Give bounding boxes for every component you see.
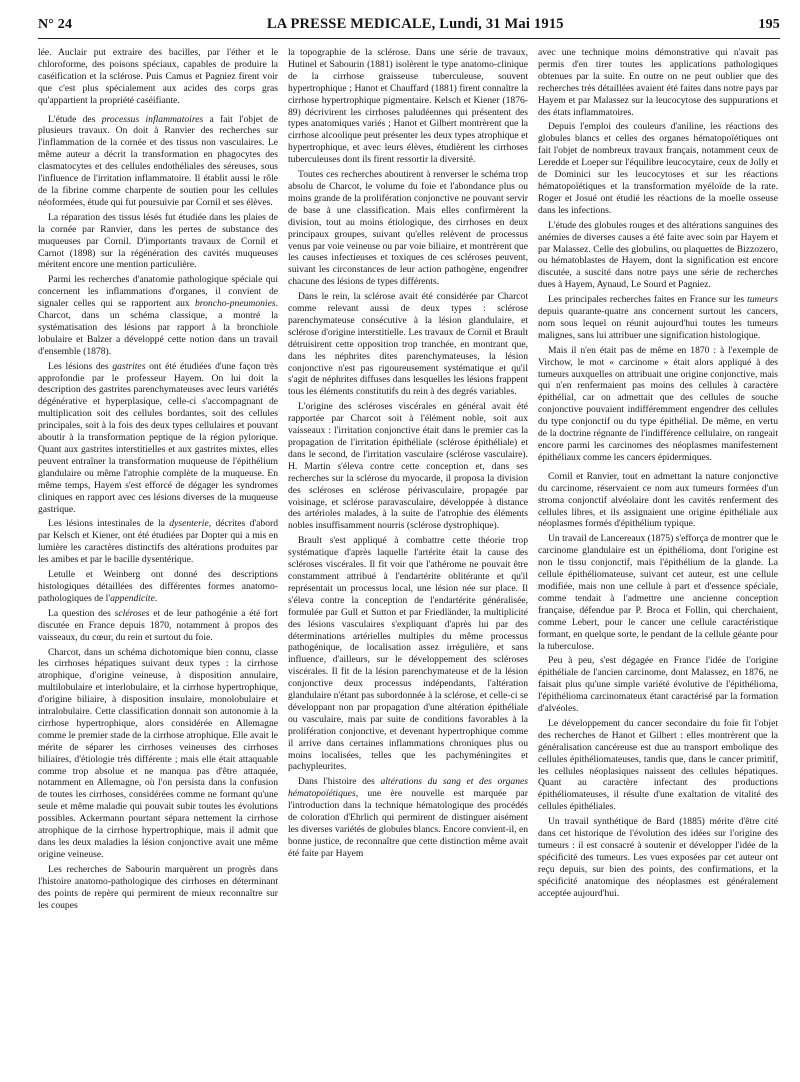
paragraph: Les lésions des gastrites ont été étudiées d'une façon très approfondie par le professeur Hayem. On lui doit la description des gastrites parenchymateuses avec leurs variétés dégénérative et hyperplasique, celle-ci s'accompagnant de multiplication soit des cellules bordantes, soit des cellules principales, soit à la fois des deux types cellulaires et pouvant aboutir à la transformation peptique de la région pylorique. Quant aux gastrites interstitielles et aux gastrites mixtes, elles peuvent entraîner la transformation muqueuse de l'épithélium glandulaire ou même l'atrophie complète de la muqueuse. En même temps, Hayem s'est efforcé de dégager les syndromes cliniques en rapport avec ces lésions diverses de la muqueuse gastrique.: [38, 360, 278, 515]
column-3: [538, 47, 778, 914]
column-2: [288, 47, 528, 914]
paragraph: Les lésions intestinales de la dysenterie, décrites d'abord par Kelsch et Kiener, ont été étudiées par Dopter qui a mis en lumière les caractères distinctifs des altérations produites par les amibes et par le bacille dysentérique.: [38, 518, 278, 566]
paragraph: Mais il n'en était pas de même en 1870 : à l'exemple de Virchow, le mot « carcinome » était alors appliqué à des tumeurs auxquelles on attribuait une origine conjonctive, mais qui n'en renfermaient pas moins des cellules à caractère épithélial, car on admettait que des cellules de souche conjonctive pouvaient indifféremment engendrer des cellules du type conjonctif ou du type épithélial. De même, en vertu de la doctrine régnante de l'indifférence cellulaire, on rangeait encore parmi les carcinomes des néoplasmes manifestement épithéliaux comme les cancers épidermiques.: [538, 344, 778, 463]
paragraph: Charcot, dans un schéma dichotomique bien connu, classe les cirrhoses hépatiques suivant deux types : la cirrhose atrophique, d'origine veineuse, à disposition annulaire, multilobulaire et interlobulaire, et la cirrhose hypertrophique, d'origine biliaire, à disposition insulaire, monolobulaire et intralobulaire. Cette classification donnait son autonomie à la cirrhose hypertrophique, alors considérée en Allemagne comme le premier stade de la cirrhose atrophique. Elle avait le mérite de séparer les cirrhoses veineuses des cirrhoses biliaires, d'étiologie très différente ; mais elle était attaquable comme trop absolue et ne manqua pas d'être attaquée, notamment en Allemagne, où l'on persista dans la confusion de toutes les cirrhoses, considérées comme ne formant qu'une seule et même maladie qui pouvait subir toutes les évolutions possibles. Ackermann pourtant sépara nettement la cirrhose atrophique de la cirrhose hypertrophique, mais il admit que dans les deux maladies la lésion conjonctive avait une même origine veineuse.: [38, 646, 279, 860]
paragraph: Letulle et Weinberg ont donné des descriptions histologiques détaillées des différentes formes anatomo-pathologiques de l'appendicite.: [38, 569, 278, 604]
paragraph: Dans l'histoire des altérations du sang et des organes hématopoïétiques, une ère nouvelle est marquée par l'introduction dans la technique hématologique des procédés de coloration d'Ehrlich qui permirent de distinguer aisément les diverses variétés de globules blancs. Encore convient-il, en bonne justice, de reconnaître que cette distinction même avait été faite par Hayem: [288, 776, 528, 859]
column-1: [38, 47, 278, 914]
paragraph: lée. Auclair put extraire des bacilles, par l'éther et le chloroforme, des poisons spéciaux, capables de produire la caséification et la sclérose. Puis Camus et Pagniez firent voir que c'est plus spécialement aux acides des corps gras qu'appartient la propriété caséifiante.: [38, 47, 278, 106]
paragraph: Dans le rein, la sclérose avait été considérée par Charcot comme relevant aussi de deux types : sclérose parenchymateuse consécutive à la lésion glandulaire, et sclérose d'origine interstitielle. Les travaux de Cornil et Brault détruisirent cette opposition trop tranchée, en montrant que, dans les néphrites dites parenchymateuses, la lésion conjonctive n'est pas rigoureusement systématique et qu'il s'agit de néphrites diffuses dans lesquelles les lésions frappent tous les éléments constitutifs du rein à des degrés variables.: [288, 291, 528, 398]
paragraph: Parmi les recherches d'anatomie pathologique spéciale qui concernent les inflammations d'organes, il convient de signaler celles qui se rapportent aux broncho-pneumonies. Charcot, dans un schéma classique, a montré la systématisation des lésions par rapport à la bronchiole lobulaire et Balzer a développé cette notion dans un travail d'ensemble (1878).: [38, 274, 278, 357]
paragraph: L'étude des globules rouges et des altérations sanguines des anémies de diverses causes a été faite avec soin par Hayem et par Malassez. Celle des globulins, ou plaquettes de Bizzozero, ou hématoblastes de Hayem, dont la signification est encore discutée, a suscité dans notre pays une série de recherches dues à Hayem, Aynaud, Le Sourd et Pagniez.: [538, 219, 778, 291]
issue-number: N° 24: [38, 17, 73, 32]
paragraph: Les recherches de Sabourin marquèrent un progrès dans l'histoire anatomo-pathologique des cirrhoses en déterminant des points de repère qui permirent de mieux reconnaître sur les coupes: [38, 863, 278, 911]
paragraph: L'étude des processus inflammatoires a fait l'objet de plusieurs travaux. On doit à Ranvier des recherches sur l'inflammation de la cornée et des tissus non vasculaires. Le même auteur a décrit la transformation en phagocytes des clasmatocytes et des cellules endothéliales des séreuses, sous l'influence de l'irritation inflammatoire. Il établit aussi le rôle de la fibrine comme charpente de soutien pour les cellules néoformées, étude qui fut poursuivie par Cornil et ses élèves.: [38, 113, 279, 208]
paragraph: avec une technique moins démonstrative qui n'avait pas permis d'en tirer toutes les applications pathologiques obtenues par la suite. En outre on ne peut oublier que des recherches très détaillées avaient été faites dans notre pays par Hayem et par Malassez sur la leucocytose des suppurations et des états inflammatoires.: [538, 47, 778, 118]
paragraph: Un travail de Lancereaux (1875) s'efforça de montrer que le carcinome glandulaire est un épithélioma, dont l'origine est non le tissu conjonctif, mais l'épithélium de la glande. La cellule épithéliomateuse, suivant cet auteur, est une cellule modifiée, mais non une cellule à part et d'essence spéciale, comme tendait à l'admettre une ancienne conception française, défendue par P. Broca et Follin, qui cherchaient, comme Lebert, pour le cancer une cellule caractéristique formant, en quelque sorte, le pendant de la cellule géante pour la tuberculose.: [538, 533, 778, 652]
paragraph: Un travail synthétique de Bard (1885) mérite d'être cité dans cet historique de l'évolution des idées sur l'origine des tumeurs : il est consacré à soutenir et développer l'idée de la spécificité des tumeurs. Les vues exposées par cet auteur ont reçu depuis, sur bien des points, des confirmations, et la spécificité anatomique des néoplasmes est généralement acceptée aujourd'hui.: [538, 816, 778, 899]
paragraph: Depuis l'emploi des couleurs d'aniline, les réactions des globules blancs et celles des organes hématopoïétiques ont fait l'objet de nombreux travaux français, notamment ceux de Leredde et Loeper sur l'équilibre leucocytaire, ceux de Jolly et de Dominici sur les leucocytoses et sur les réactions hématopoïétiques et la transformation myéloïde de la rate. Roger et Josué ont étudié les réactions de la moelle osseuse dans les infections.: [538, 121, 778, 216]
running-head: LA PRESSE MEDICALE, Lundi, 31 Mai 1915: [266, 16, 564, 32]
paragraph: La réparation des tissus lésés fut étudiée dans les plaies de la cornée par Ranvier, dans les pertes de substance des muqueuses par Cornil. D'importants travaux de Cornil et Carnot (1898) sur la régénération des cavités muqueuses méritent encore une mention particulière.: [38, 211, 278, 271]
paragraph: Les principales recherches faites en France sur les tumeurs depuis quarante-quatre ans concernent surtout les cancers, nom sous lequel on réunit aujourd'hui toutes les tumeurs malignes, sans lui attribuer une signification histologique.: [538, 294, 778, 341]
paragraph: Le développement du cancer secondaire du foie fit l'objet des recherches de Hanot et Gilbert : elles montrèrent que la généralisation cancéreuse est due au transport embolique des cellules épithéliomateuses, tandis que, dans le cancer primitif, les cellules néoplasiques naissent des cellules hépatiques. Quant au caractère infectant des productions épithéliomateuses, il résulte d'une exaltation de vitalité des cellules épithéliales.: [538, 717, 778, 813]
paragraph: Cornil et Ranvier, tout en admettant la nature conjonctive du carcinome, réservaient ce nom aux tumeurs formées d'un stroma conjonctif alvéolaire dont les cavités renferment des cellules libres, et ils assignaient une origine épithéliale aux néoplasmes formés d'épithélium typique.: [538, 470, 778, 530]
paragraph: Toutes ces recherches aboutirent à renverser le schéma trop absolu de Charcot, le volume du foie et l'abondance plus ou moins grande de la prolifération conjonctive ne pouvant servir de base à une classification. Mais elles confirmèrent la division, tout au moins étiologique, des cirrhoses en deux principaux groupes, suivant qu'elles relèvent de processus venus par voie veineuse ou par voie biliaire, et montrèrent que les causes infectieuses et toxiques de ces scléroses peuvent, suivant les circonstances de leur action pathogène, engendrer chacune des lésions de types différents.: [288, 169, 528, 288]
text-columns: [38, 47, 780, 914]
paragraph: la topographie de la sclérose. Dans une série de travaux, Hutinel et Sabourin (1881) isolèrent le type anatomo-clinique de la cirrhose graisseuse tuberculeuse, souvent hypertrophique ; Hanot et Chauffard (1881) firent connaître la cirrhose hypertrophique pigmentaire. Kelsch et Kiener (1876-89) décrivirent les cirrhoses paludéennes qui présentent des types anatomiques variés ; Hanot et Gilbert montrèrent que la cirrhose alcoolique peut présenter les deux types atrophique et hypertrophique, et avec leurs élèves, étudièrent les cirrhoses tuberculeuses dont ils firent ressortir la diversité.: [288, 47, 528, 166]
paragraph: L'origine des scléroses viscérales en général avait été rapportée par Charcot soit à l'élément noble, soit aux vaisseaux : l'irritation conjonctive était dans le premier cas la propagation de l'irritation épithéliale (sclérose épithéliale) et dans le second, de l'irritation vasculaire (sclérose vasculaire). H. Martin s'éleva contre cette conception et, dans ses recherches sur la sclérose du myocarde, il proposa la division des scléroses en sclérose périvasculaire, propagée par voisinage, et sclérose paravasculaire, développée à distance des artérioles malades, à la suite de l'atrophie des éléments nobles insuffisamment nourris (sclérose dystrophique).: [288, 401, 528, 532]
page-number: 195: [758, 17, 780, 32]
paragraph: Peu à peu, s'est dégagée en France l'idée de l'origine épithéliale de l'ancien carcinome, dont Malassez, en 1876, ne faisait plus qu'une simple variété évolutive de l'épithélioma, l'épithélioma carcinomateux étant caractérisé par la formation d'alvéoles.: [538, 655, 778, 715]
paragraph: Brault s'est appliqué à combattre cette théorie trop systématique d'après laquelle l'artérite était la cause des scléroses viscérales. Il fit voir que l'athérome ne pouvait être constamment attribué à l'endartérite oblitérante et qu'il représentait un processus local, une lésion née sur place. Il s'éleva contre la conception de l'endartérite généralisée, formulée par Gull et Sutton et par Friedländer, la multiplicité des lésions vasculaires s'expliquant d'après lui par des déterminations artérielles multiples du même processus pathogénique, de localisation assez irrégulière, et sans influence, d'ailleurs, sur le développement des scléroses viscérales. Il fit de la lésion parenchymateuse et de la lésion conjonctive deux processus indépendants, l'altération glandulaire n'étant pas subordonnée à la sclérose, et celle-ci se développant non par propagation d'une altération épithéliale ou vasculaire, mais par suite de conditions favorables à la prolifération conjonctive, et devenant hypertrophique comme il arrive dans certaines inflammations chroniques plus ou moins localisées, telles que les pachyméningites et pachypleurites.: [288, 535, 528, 773]
page-header: [38, 16, 780, 39]
paragraph: La question des scléroses et de leur pathogénie a été fort discutée en France depuis 1870, notamment à propos des vaisseaux, du cœur, du rein et surtout du foie.: [38, 607, 278, 643]
